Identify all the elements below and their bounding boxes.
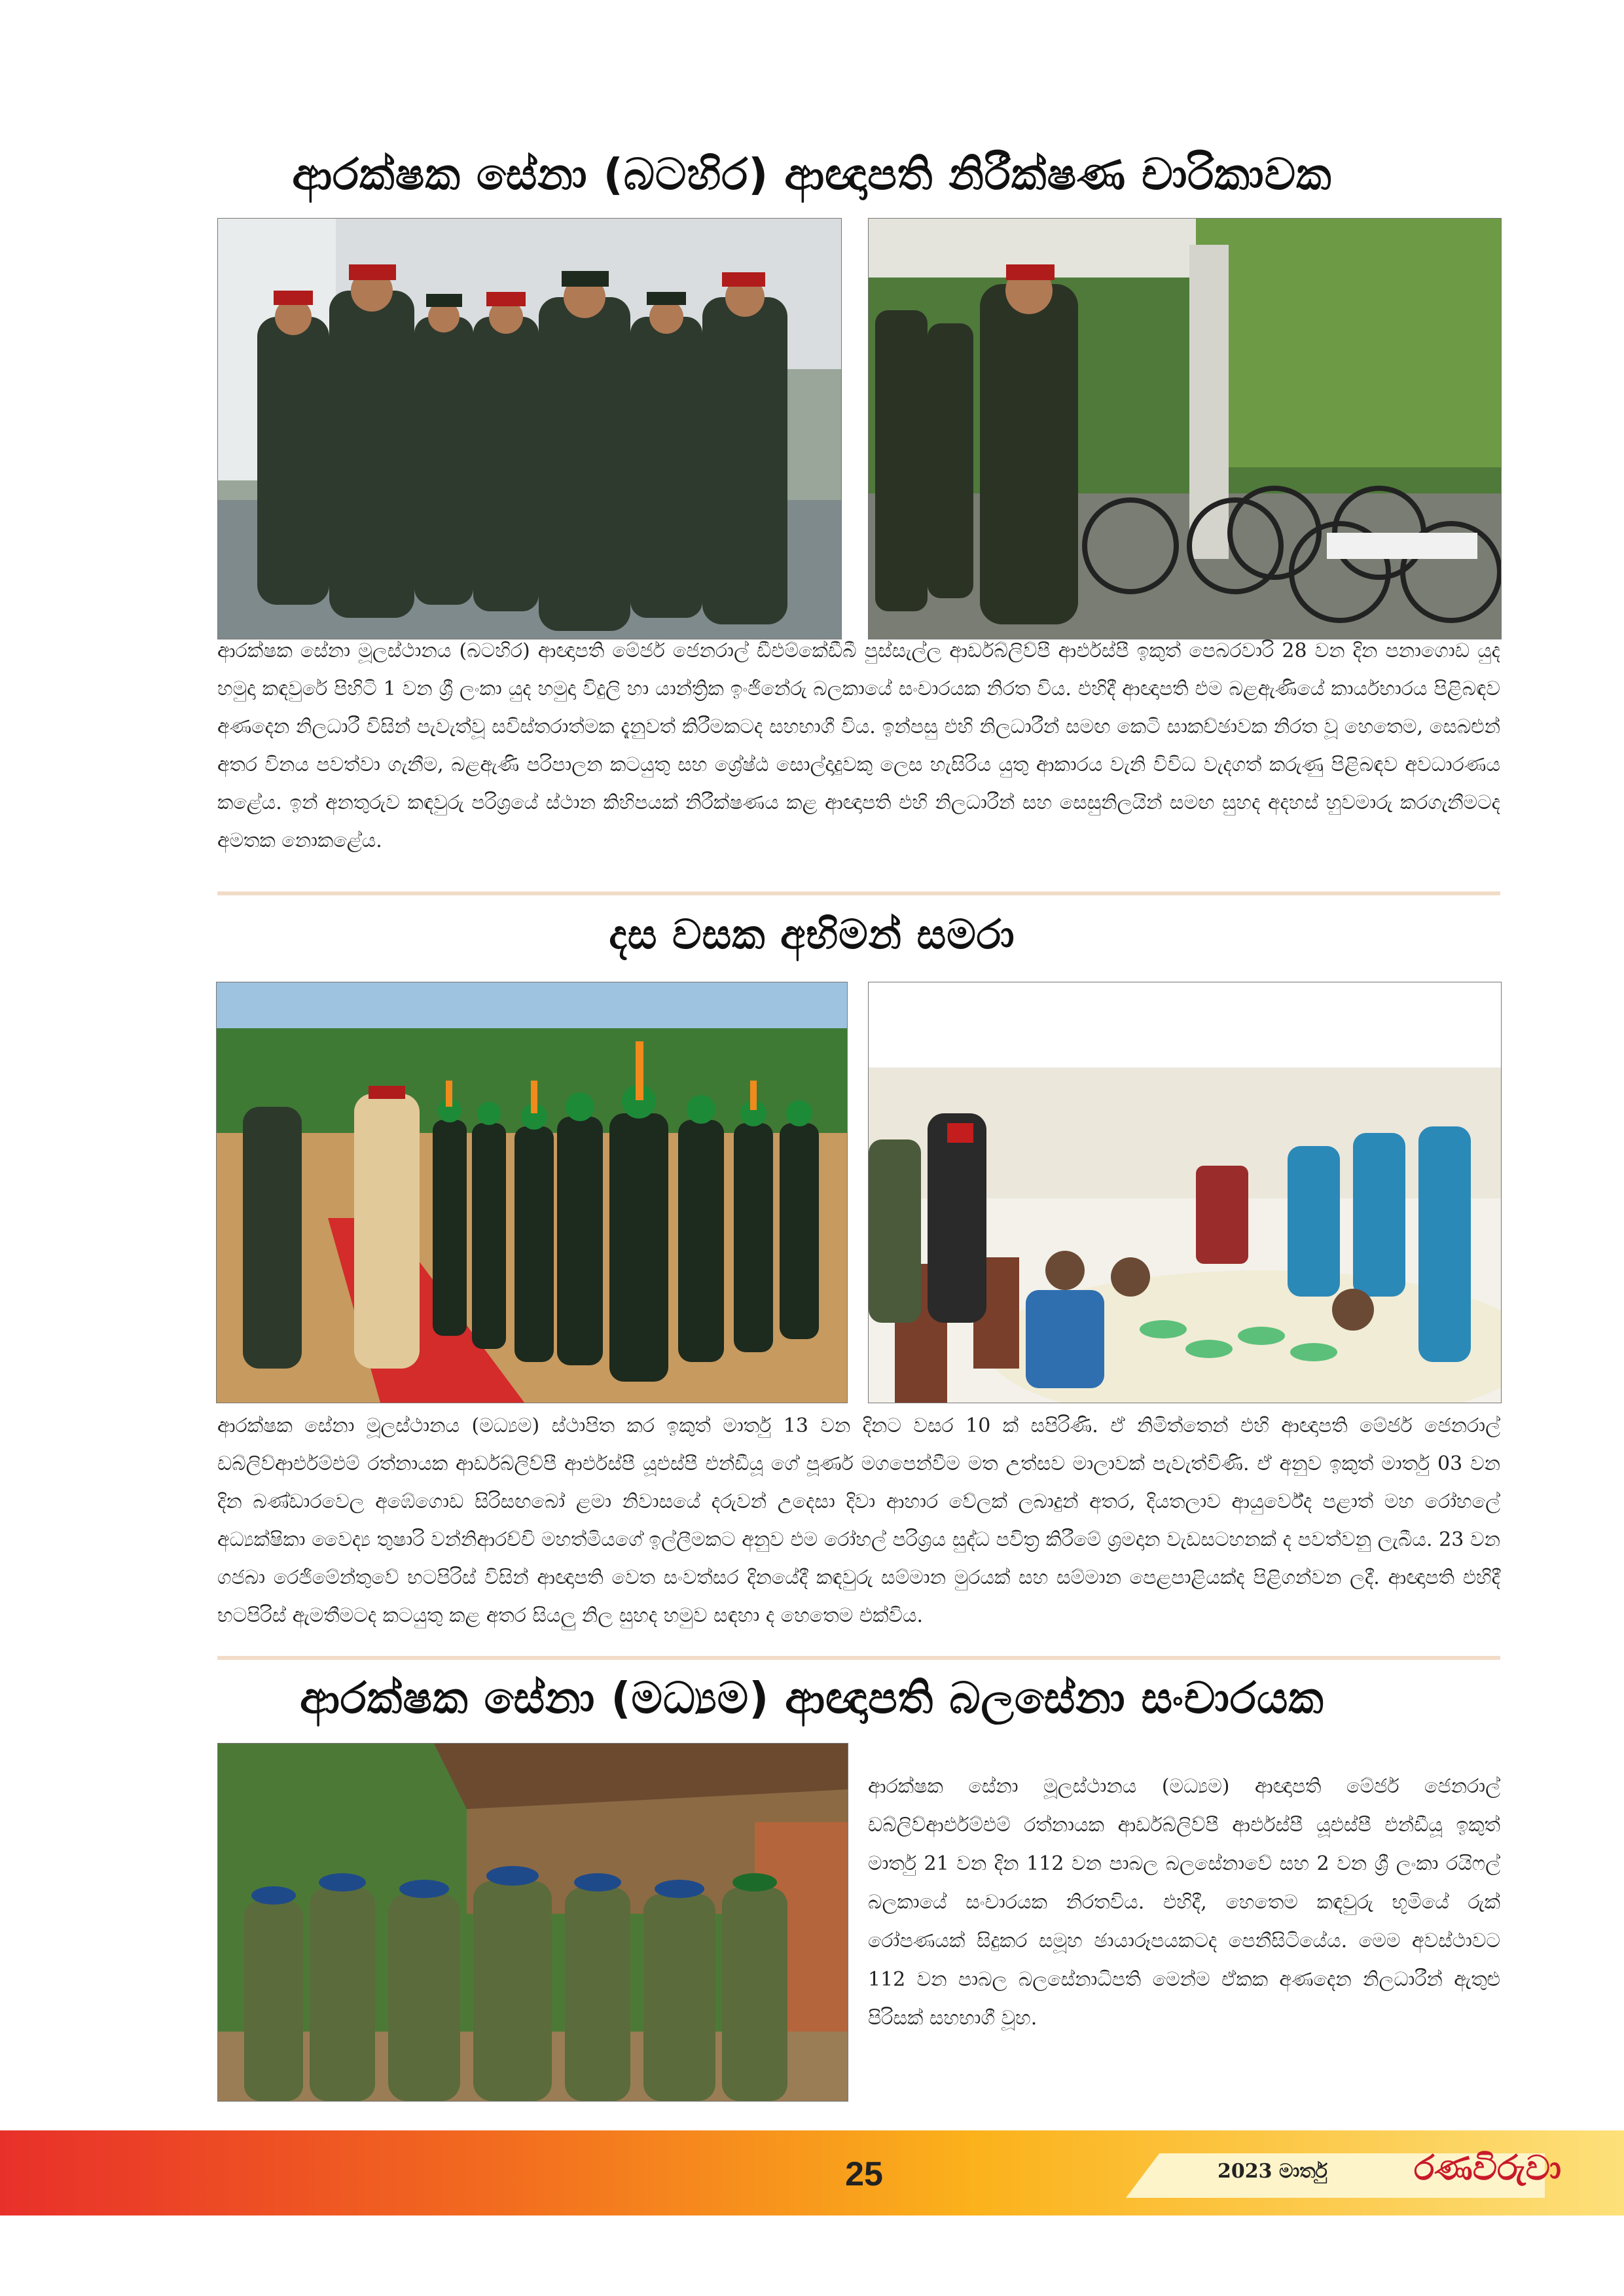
article3-title: ආරක්ෂක සේනා (මධ්‍යම) ආඥාපති බලසේනා සංචාරයක [300,1673,1324,1723]
page-number: 25 [845,2155,883,2193]
article1-title: ආරක්ෂක සේනා (බටහිර) ආඥාපති නිරීක්ෂණ චාරිකාවක [292,149,1332,200]
magazine-name: රණවිරුවා [1414,2149,1562,2188]
issue-date: 2023 මාර්තු [1218,2160,1327,2183]
photo-guard-of-honour [216,982,848,1403]
divider-1 [217,891,1500,895]
photo-children-lunch [868,982,1502,1403]
photo-tree-planting-group [217,1743,848,2102]
photo-inspection-bicycles [868,218,1502,639]
article2-body: ආරක්ෂක සේනා මූලස්ථානය (මධ්‍යම) ස්ථාපිත කර ඉකුත් මාර්තු 13 වන දිනට වසර 10 ක් සපිරිණි. ඒ නිමිත්තෙන් එහි ආඥාපති මේජර් ජෙනරාල් ඩබ්ලිව්ආර්එම්එම් රත්නායක ආර්ඩබ්ලිව්පී ආර්එස්පී යූඑස්පී එන්ඩීයූ ගේ පූර්ණ මගපෙන්වීම මත උත්සව මාලාවක් පැවැත්විණි. ඒ අනුව ඉකුත් මාර්තු 03 වන දින බණ්ඩාරවෙල අඹේගොඩ සිරිසඟබෝ ළමා නිවාසයේ දරුවන් උදෙසා දිවා ආහාර වේලක් ලබාදුන් අතර, දියතලාව ආයුර්වේද පළාත් මහ රෝහලේ අධ්‍යක්ෂිකා වෛද්‍ය තුෂාරි වන්නිආරච්චි මහත්මියගේ ඉල්ලීමකට අනුව එම රෝහල් පරිශ්‍රය සුද්ධ පවිත්‍ර කිරීමේ ශ්‍රමදාන වැඩසටහනක් ද පවත්වනු ලැබීය. 23 වන ගජබා රෙජිමේන්තුවේ භටපිරිස් විසින් ආඥාපති වෙත සංවත්සර දිනයේදී කඳවුරු සම්මාන මුරයක් සහ සම්මාන පෙළපාළියක්ද පිළිගන්වන ලදී. ආඥාපති එහිදී භටපිරිස් ඇමතීමටද කටයුතු කළ අතර සියලු නිල සුහද හමුව සඳහා ද හෙතෙම එක්විය. [217,1414,1500,1627]
article1-body: ආරක්ෂක සේනා මූලස්ථානය (බටහිර) ආඥාපති මේජර් ජෙනරාල් ඩීඑම්කේඩීබී පුස්සැල්ල ආර්ඩබ්ලිව්පී ආර්එස්පී ඉකුත් පෙබරවාරි 28 වන දින පනාගොඩ යුද හමුදා කඳවුරේ පිහිටි 1 වන ශ්‍රී ලංකා යුද හමුදා විදුලි හා යාන්ත්‍රික ඉංජිනේරු බලකායේ සංචාරයක නිරත විය. එහිදී ආඥාපති එම බළඇණියේ කාර්යභාරය පිළිබඳව අණදෙන නිලධාරී විසින් පැවැත්වූ සවිස්තරාත්මක දැනුවත් කිරීමකටද සහභාගී විය. ඉන්පසු එහි නිලධාරීන් සමඟ කෙටි සාකච්ඡාවක නිරත වූ හෙතෙම, සෙබළුන් අතර විනය පවත්වා ගැනීම, බළඇණි පරිපාලන කටයුතු සහ ශ්‍රේෂ්ඨ සොල්දාදුවකු ලෙස හැසිරිය යුතු ආකාරය වැනි විවිධ වැදගත් කරුණු පිළිබඳව අවධාරණය කළේය. ඉන් අනතුරුව කඳවුරු පරිශ්‍රයේ ස්ථාන කිහිපයක් නිරීක්ෂණය කළ ආඥාපති එහි නිලධාරීන් සහ සෙසුනිලයින් සමඟ සුහද අදහස් හුවමාරු කරගැනීමටද අමතක නොකළේය. [217,639,1500,852]
article3-body: ආරක්ෂක සේනා මූලස්ථානය (මධ්‍යම) ආඥාපති මේජර් ජෙනරාල් ඩබ්ලිව්ආර්එම්එම් රත්නායක ආර්ඩබ්ලිව්පී ආර්එස්පී යූඑස්පී එන්ඩීයූ ඉකුත් මාර්තු 21 වන දින 112 වන පාබල බලසේනාවේ සහ 2 වන ශ්‍රී ලංකා රයිෆල් බලකායේ සංචාරයක නිරතවිය. එහිදී, හෙතෙම කඳවුරු භූමියේ රුක් රෝපණයක් සිදුකර සමූහ ඡායාරූපයකටද පෙනීසිටියේය. මෙම අවස්ථාවට 112 වන පාබල බලසේනාධිපති මෙන්ම ඒකක අණදෙන නිලධාරීන් ඇතුළු පිරිසක් සහභාගී වූහ. [868,1775,1500,2030]
photo-officers-march [217,218,842,639]
divider-2 [217,1656,1500,1660]
article2-title: දස වසක අභිමන් සමරා [609,910,1015,958]
